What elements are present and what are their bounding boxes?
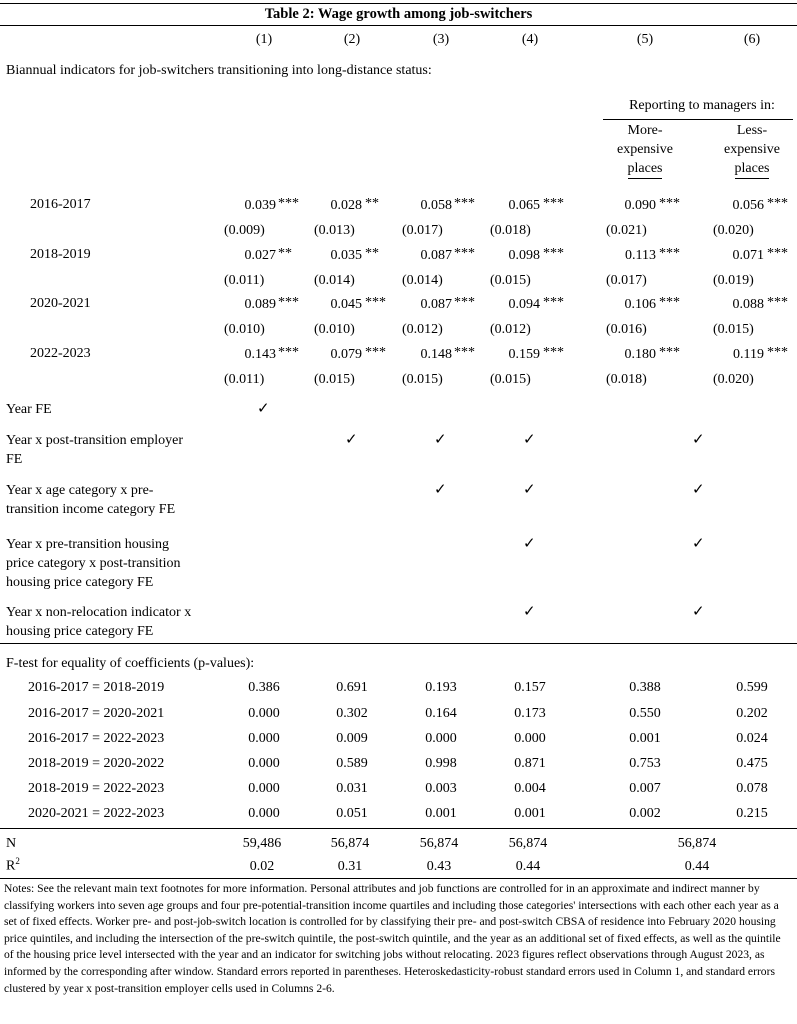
fixed-effect-label-line: Year x non-relocation indicator x: [6, 605, 192, 620]
coefficient: 0.071: [732, 248, 764, 263]
standard-error: (0.017): [606, 273, 647, 288]
ftest-p-value: 0.009: [336, 731, 368, 746]
check-mark-icon: ✓: [523, 536, 536, 552]
sub-header-more-expensive: More- expensive places: [605, 121, 685, 179]
significance-stars: ***: [454, 295, 475, 310]
fixed-effect-label-line: housing price category FE: [6, 575, 154, 590]
n-label: N: [6, 836, 17, 851]
r2-superscript: 2: [15, 856, 20, 866]
ftest-p-value: 0.078: [736, 781, 768, 796]
ftest-row-label: 2020-2021 = 2022-2023: [28, 806, 165, 821]
ftest-label: F-test for equality of coefficients (p-values):: [6, 656, 255, 671]
significance-stars: ***: [454, 196, 475, 211]
fixed-effect-label-line: housing price category FE: [6, 624, 154, 639]
ftest-p-value: 0.000: [248, 781, 280, 796]
ftest-p-value: 0.871: [514, 756, 546, 771]
fixed-effect-label-line: Year x post-transition employer: [6, 433, 184, 448]
standard-error: (0.012): [490, 322, 531, 337]
ftest-p-value: 0.000: [248, 706, 280, 721]
check-mark-icon: ✓: [434, 482, 447, 498]
significance-stars: ***: [659, 295, 680, 310]
ftest-p-value: 0.007: [629, 781, 661, 796]
coefficient: 0.113: [625, 248, 656, 263]
ftest-p-value: 0.000: [425, 731, 457, 746]
fixed-effect-label: [6, 400, 216, 419]
ftest-row-label: 2016-2017 = 2020-2021: [28, 706, 165, 721]
ftest-p-value: 0.388: [629, 680, 661, 695]
standard-error: (0.010): [224, 322, 265, 337]
ftest-p-value: 0.599: [736, 680, 768, 695]
ftest-row-label: 2018-2019 = 2022-2023: [28, 781, 165, 796]
coefficient: 0.143: [244, 347, 276, 362]
coefficient: 0.119: [733, 347, 764, 362]
standard-error: (0.020): [713, 223, 754, 238]
standard-error: (0.020): [713, 372, 754, 387]
ftest-p-value: 0.001: [425, 806, 457, 821]
r2-value: 0.31: [337, 859, 363, 874]
significance-stars: ***: [454, 246, 475, 261]
table-title: Table 2: Wage growth among job-switchers: [264, 6, 533, 22]
check-mark-icon: ✓: [523, 604, 536, 620]
n-value: 56,874: [508, 836, 548, 851]
significance-stars: ***: [767, 196, 788, 211]
significance-stars: ***: [767, 345, 788, 360]
ftest-p-value: 0.302: [336, 706, 368, 721]
coefficient: 0.094: [508, 297, 540, 312]
significance-stars: ***: [278, 295, 299, 310]
n-value: 56,874: [419, 836, 459, 851]
row-label: 2018-2019: [30, 247, 91, 262]
significance-stars: ***: [767, 295, 788, 310]
significance-stars: ***: [543, 345, 564, 360]
significance-stars: ***: [659, 246, 680, 261]
significance-stars: ***: [278, 196, 299, 211]
significance-stars: ***: [767, 246, 788, 261]
coefficient: 0.087: [420, 297, 452, 312]
coefficient: 0.159: [508, 347, 540, 362]
column-header-1: (1): [255, 32, 273, 47]
check-mark-icon: ✓: [434, 432, 447, 448]
significance-stars: ***: [454, 345, 475, 360]
standard-error: (0.009): [224, 223, 265, 238]
ftest-p-value: 0.998: [425, 756, 457, 771]
coefficient: 0.028: [330, 198, 362, 213]
significance-stars: **: [365, 196, 379, 211]
standard-error: (0.011): [224, 372, 265, 387]
r2-value: 0.44: [515, 859, 541, 874]
coefficient: 0.045: [330, 297, 362, 312]
ftest-p-value: 0.202: [736, 706, 768, 721]
title-rule: [0, 25, 797, 26]
standard-error: (0.021): [606, 223, 647, 238]
fixed-effect-label-line: Year x pre-transition housing: [6, 537, 170, 552]
ftest-row-label: 2018-2019 = 2020-2022: [28, 756, 165, 771]
n-value: 56,874: [330, 836, 370, 851]
ftest-p-value: 0.003: [425, 781, 457, 796]
significance-stars: ***: [543, 246, 564, 261]
ftest-p-value: 0.001: [514, 806, 546, 821]
fixed-effect-label-line: Year FE: [6, 402, 52, 417]
r2-value: 0.43: [426, 859, 452, 874]
ftest-p-value: 0.215: [736, 806, 768, 821]
fixed-effect-label-line: Year x age category x pre-: [6, 483, 154, 498]
significance-stars: ***: [543, 295, 564, 310]
section-label: Biannual indicators for job-switchers transitioning into long-distance status:: [6, 63, 432, 78]
check-mark-icon: ✓: [692, 536, 705, 552]
ftest-p-value: 0.193: [425, 680, 457, 695]
coefficient: 0.090: [624, 198, 656, 213]
ftest-p-value: 0.475: [736, 756, 768, 771]
ftest-p-value: 0.589: [336, 756, 368, 771]
check-mark-icon: ✓: [257, 401, 270, 417]
r2-value: 0.44: [684, 859, 710, 874]
top-rule: [0, 3, 797, 4]
ftest-p-value: 0.051: [336, 806, 368, 821]
table-notes: Notes: See the relevant main text footnotes for more information. Personal attributes and job functions are controlled for in an approximate and indirect manner by classifying workers into seven age groups and four pre-potential-transition income quartiles and including those categories' intersections with each other each year as a set of fixed effects. Worker pre- and post-job-switch location is controlled for by classifying their pre- and post-switch CBSA of residence into February 2020 housing price quintiles, and including the intersection of the pre-switch quintile, the post-switch quintile, and the year as an additional set of fixed effects, as well as the quintile of the housing price level intersected with the year and an indicator for switching jobs without relocating. 2023 figures reflect observations through August 2023, as informed by the corresponding after window. Standard errors reported in parentheses. Heteroskedasticity-robust standard errors used in Column 1, and standard errors clustered by year x post-transition employer cells used in Columns 2-6.: [4, 882, 781, 995]
significance-stars: ***: [365, 295, 386, 310]
significance-stars: ***: [278, 345, 299, 360]
ftest-p-value: 0.157: [514, 680, 546, 695]
coefficient: 0.087: [420, 248, 452, 263]
significance-stars: **: [365, 246, 379, 261]
r2-label-text: R: [6, 858, 16, 874]
ftest-p-value: 0.000: [248, 806, 280, 821]
check-mark-icon: ✓: [692, 604, 705, 620]
coefficient: 0.056: [732, 198, 764, 213]
standard-error: (0.012): [402, 322, 443, 337]
standard-error: (0.013): [314, 223, 355, 238]
standard-error: (0.017): [402, 223, 443, 238]
ftest-row-label: 2016-2017 = 2018-2019: [28, 680, 165, 695]
check-mark-icon: ✓: [523, 432, 536, 448]
coefficient: 0.148: [420, 347, 452, 362]
fe-rule: [0, 643, 797, 644]
sub-header-less-expensive: Less- expensive places: [712, 121, 792, 179]
fixed-effect-label: [6, 481, 216, 519]
coefficient: 0.106: [624, 297, 656, 312]
check-mark-icon: ✓: [692, 482, 705, 498]
check-mark-icon: ✓: [692, 432, 705, 448]
n-value: 56,874: [677, 836, 717, 851]
ftest-p-value: 0.000: [248, 731, 280, 746]
ftest-p-value: 0.000: [248, 756, 280, 771]
coefficient: 0.089: [244, 297, 276, 312]
coefficient: 0.058: [420, 198, 452, 213]
column-header-3: (3): [432, 32, 450, 47]
significance-stars: ***: [365, 345, 386, 360]
ftest-rule: [0, 828, 797, 829]
ftest-p-value: 0.173: [514, 706, 546, 721]
significance-stars: ***: [659, 345, 680, 360]
significance-stars: **: [278, 246, 292, 261]
column-header-2: (2): [343, 32, 361, 47]
standard-error: (0.018): [490, 223, 531, 238]
fixed-effect-label-line: transition income category FE: [6, 502, 176, 517]
standard-error: (0.014): [314, 273, 355, 288]
row-label: 2022-2023: [30, 346, 91, 361]
standard-error: (0.015): [314, 372, 355, 387]
fixed-effect-label: [6, 431, 216, 469]
standard-error: (0.010): [314, 322, 355, 337]
ftest-p-value: 0.753: [629, 756, 661, 771]
ftest-p-value: 0.001: [629, 731, 661, 746]
fixed-effect-label-line: price category x post-transition: [6, 556, 181, 571]
r2-label: [6, 856, 20, 875]
standard-error: (0.015): [713, 322, 754, 337]
standard-error: (0.016): [606, 322, 647, 337]
row-label: 2016-2017: [30, 197, 91, 212]
coefficient: 0.065: [508, 198, 540, 213]
standard-error: (0.015): [490, 372, 531, 387]
ftest-p-value: 0.024: [736, 731, 768, 746]
standard-error: (0.019): [713, 273, 754, 288]
ftest-p-value: 0.002: [629, 806, 661, 821]
ftest-p-value: 0.031: [336, 781, 368, 796]
check-mark-icon: ✓: [523, 482, 536, 498]
significance-stars: ***: [659, 196, 680, 211]
standard-error: (0.015): [402, 372, 443, 387]
coefficient: 0.035: [330, 248, 362, 263]
ftest-p-value: 0.691: [336, 680, 368, 695]
ftest-row-label: 2016-2017 = 2022-2023: [28, 731, 165, 746]
fixed-effect-label-line: FE: [6, 452, 23, 467]
standard-error: (0.011): [224, 273, 265, 288]
ftest-p-value: 0.550: [629, 706, 661, 721]
coefficient: 0.027: [244, 248, 276, 263]
group-header-rule: [603, 119, 793, 120]
ftest-p-value: 0.004: [514, 781, 546, 796]
ftest-p-value: 0.000: [514, 731, 546, 746]
ftest-p-value: 0.386: [248, 680, 280, 695]
column-header-4: (4): [521, 32, 539, 47]
group-header: Reporting to managers in:: [629, 98, 775, 113]
coefficient: 0.180: [624, 347, 656, 362]
r2-value: 0.02: [249, 859, 275, 874]
coefficient: 0.079: [330, 347, 362, 362]
coefficient: 0.088: [732, 297, 764, 312]
fixed-effect-label: [6, 603, 216, 641]
summary-rule: [0, 878, 797, 879]
significance-stars: ***: [543, 196, 564, 211]
coefficient: 0.098: [508, 248, 540, 263]
standard-error: (0.018): [606, 372, 647, 387]
row-label: 2020-2021: [30, 296, 91, 311]
n-value: 59,486: [242, 836, 282, 851]
standard-error: (0.014): [402, 273, 443, 288]
ftest-p-value: 0.164: [425, 706, 457, 721]
column-header-6: (6): [743, 32, 761, 47]
standard-error: (0.015): [490, 273, 531, 288]
check-mark-icon: ✓: [345, 432, 358, 448]
coefficient: 0.039: [244, 198, 276, 213]
column-header-5: (5): [636, 32, 654, 47]
fixed-effect-label: [6, 535, 216, 592]
